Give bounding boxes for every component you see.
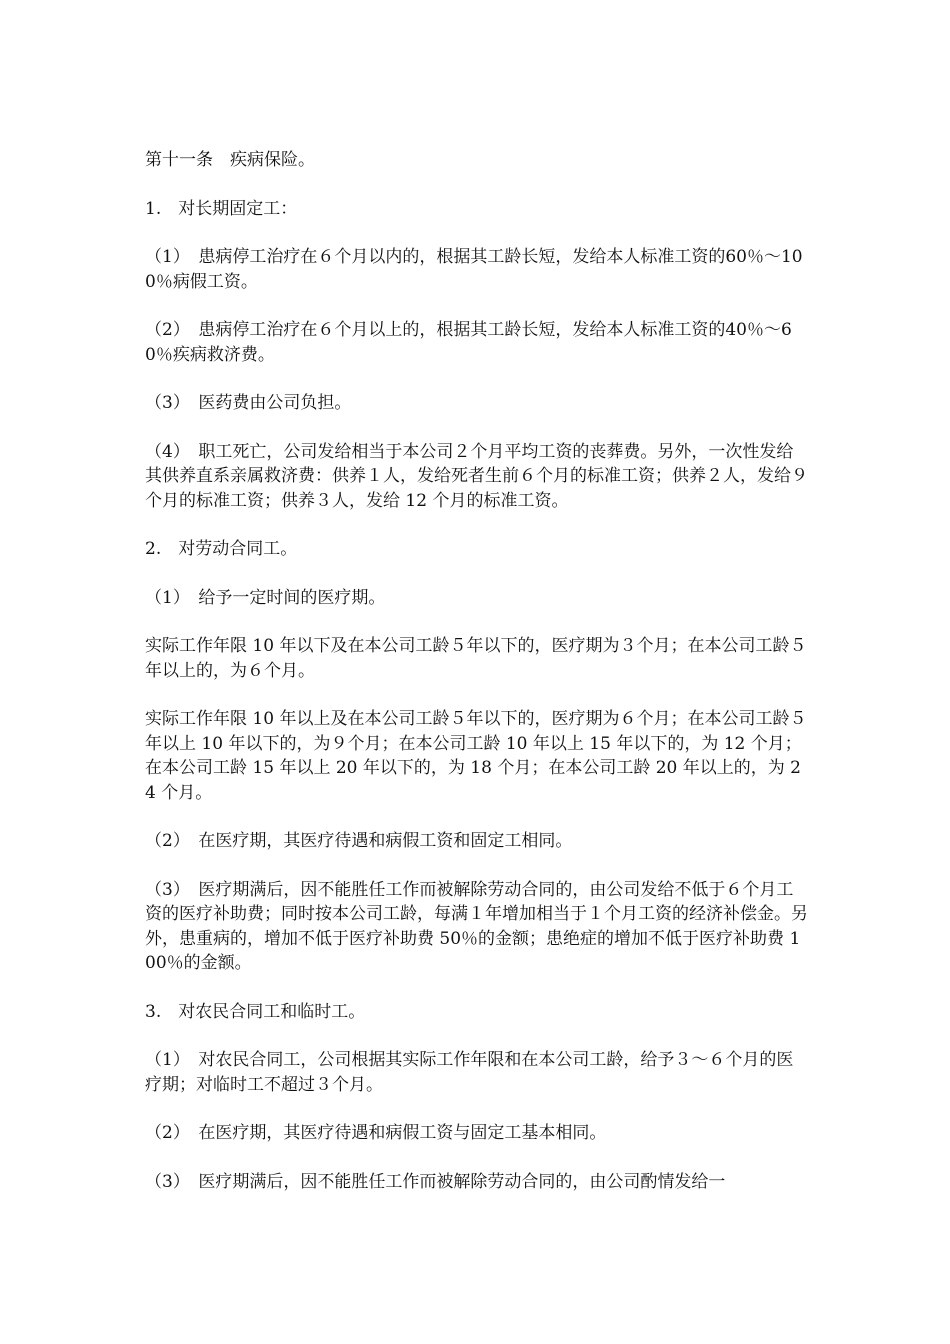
paragraph: （2） 在医疗期，其医疗待遇和病假工资与固定工基本相同。	[145, 1123, 607, 1143]
paragraph: （3） 医疗期满后，因不能胜任工作而被解除劳动合同的，由公司酌情发给一	[145, 1171, 726, 1192]
article-heading: 第十一条 疾病保险。	[145, 150, 315, 170]
document-body	[145, 148, 810, 1218]
paragraph: （1） 对农民合同工，公司根据其实际工作年限和在本公司工龄，给予３～６个月的医疗期；对临时工不超过３个月。	[145, 1050, 794, 1095]
paragraph: （4） 职工死亡，公司发给相当于本公司２个月平均工资的丧葬费。另外，一次性发给其供养直系亲属救济费：供养１人，发给死者生前６个月的标准工资；供养２人，发给９个月的标准工资；供养３人，发给 12 个月的标准工资。	[145, 441, 808, 511]
paragraph: （3） 医疗期满后，因不能胜任工作而被解除劳动合同的，由公司发给不低于６个月工资的医疗补助费；同时按本公司工龄，每满１年增加相当于１个月工资的经济补偿金。另外，患重病的，增加不低于医疗补助费 50％的金额；患绝症的增加不低于医疗补助费 100％的金额。	[145, 879, 808, 973]
section-2-heading: 2. 对劳动合同工。	[145, 539, 298, 559]
paragraph: （2） 患病停工治疗在６个月以上的，根据其工龄长短，发给本人标准工资的40％～60％疾病救济费。	[145, 320, 792, 365]
paragraph: 实际工作年限 10 年以下及在本公司工龄５年以下的，医疗期为３个月；在本公司工龄５年以上的，为６个月。	[145, 636, 807, 681]
section-3-heading: 3. 对农民合同工和临时工。	[145, 1001, 366, 1022]
paragraph: （2） 在医疗期，其医疗待遇和病假工资和固定工相同。	[145, 831, 573, 851]
paragraph: （1） 患病停工治疗在６个月以内的，根据其工龄长短，发给本人标准工资的60％～100％病假工资。	[145, 247, 803, 292]
paragraph: （3） 医药费由公司负担。	[145, 393, 352, 413]
section-1-heading: 1. 对长期固定工：	[145, 198, 298, 219]
paragraph: （1） 给予一定时间的医疗期。	[145, 587, 386, 608]
paragraph: 实际工作年限 10 年以上及在本公司工龄５年以下的，医疗期为６个月；在本公司工龄５年以上 10 年以下的，为９个月；在本公司工龄 10 年以上 15 年以下的，为 12 个月；在本公司工龄 15 年以上 20 年以下的，为 18 个月；在本公司工龄 20 年以上的，为 24 个月。	[145, 709, 807, 803]
